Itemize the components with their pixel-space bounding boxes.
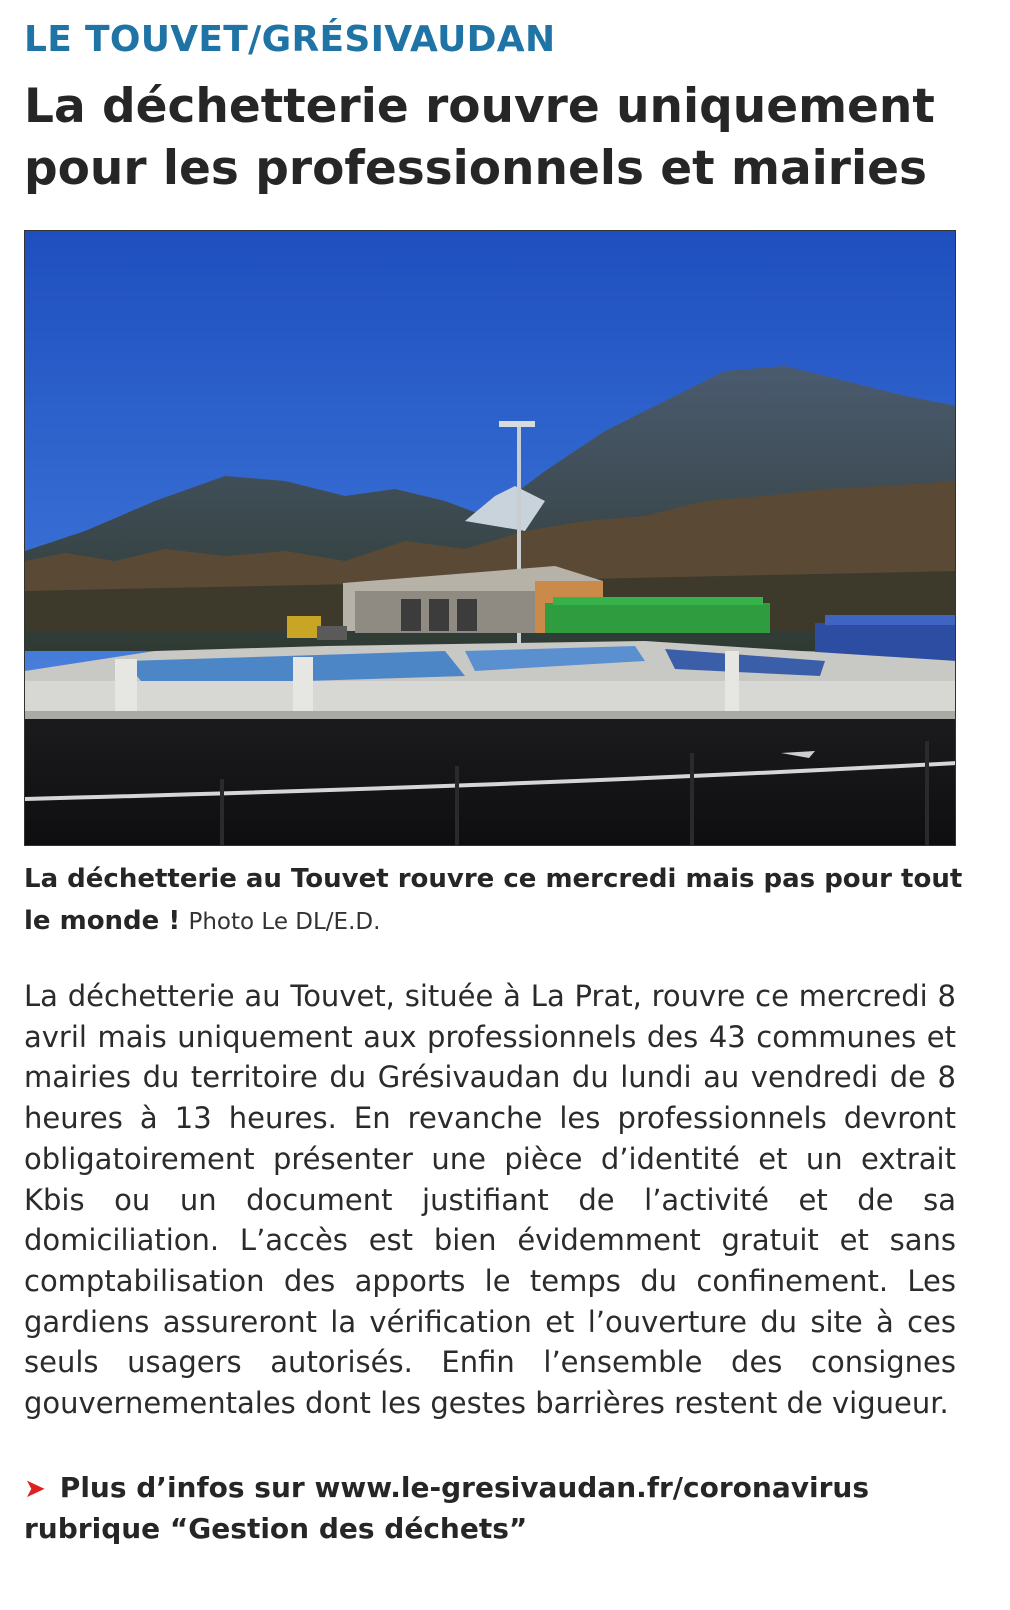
photo-illustration [25,231,956,846]
article-kicker: LE TOUVET/GRÉSIVAUDAN [24,19,556,60]
headline-line-2: pour les professionnels et mairies [24,141,927,196]
more-info-link-text[interactable]: Plus d’infos sur www.le-gresivaudan.fr/coronavirus [59,1471,869,1504]
headline-line-1: La déchetterie rouvre uniquement [24,79,935,134]
caption-text: La déchetterie au Touvet rouvre ce mercredi mais pas pour tout le monde ! [24,864,963,936]
more-info [24,1468,964,1549]
article-body: La déchetterie au Touvet, située à La Prat, rouvre ce mercredi 8 avril mais uniquement aux professionnels des 43 communes et mairies du territoire du Grésivaudan du lundi au vendredi de 8 heures à 13 heures. En revanche les professionnels devront obligatoirement présenter une pièce d’identité et un extrait Kbis ou un document justifiant de l’activité et de sa domiciliation. L’accès est bien évidemment gratuit et sans comptabilisation des apports le temps du confinement. Les gardiens assureront la vérification et l’ouverture du site à ces seuls usagers autorisés. Enfin l’ensemble des consignes gouvernementales dont les gestes barrières restent de vigueur. [24,979,956,1421]
article-photo [24,230,956,846]
more-info-line-2: rubrique “Gestion des déchets” [24,1512,528,1545]
article-headline [24,76,984,200]
more-info-line-1 [24,1468,964,1509]
red-arrow-icon: ➤ [24,1474,46,1504]
photo-credit: Photo Le DL/E.D. [188,909,381,935]
photo-caption [24,858,974,943]
